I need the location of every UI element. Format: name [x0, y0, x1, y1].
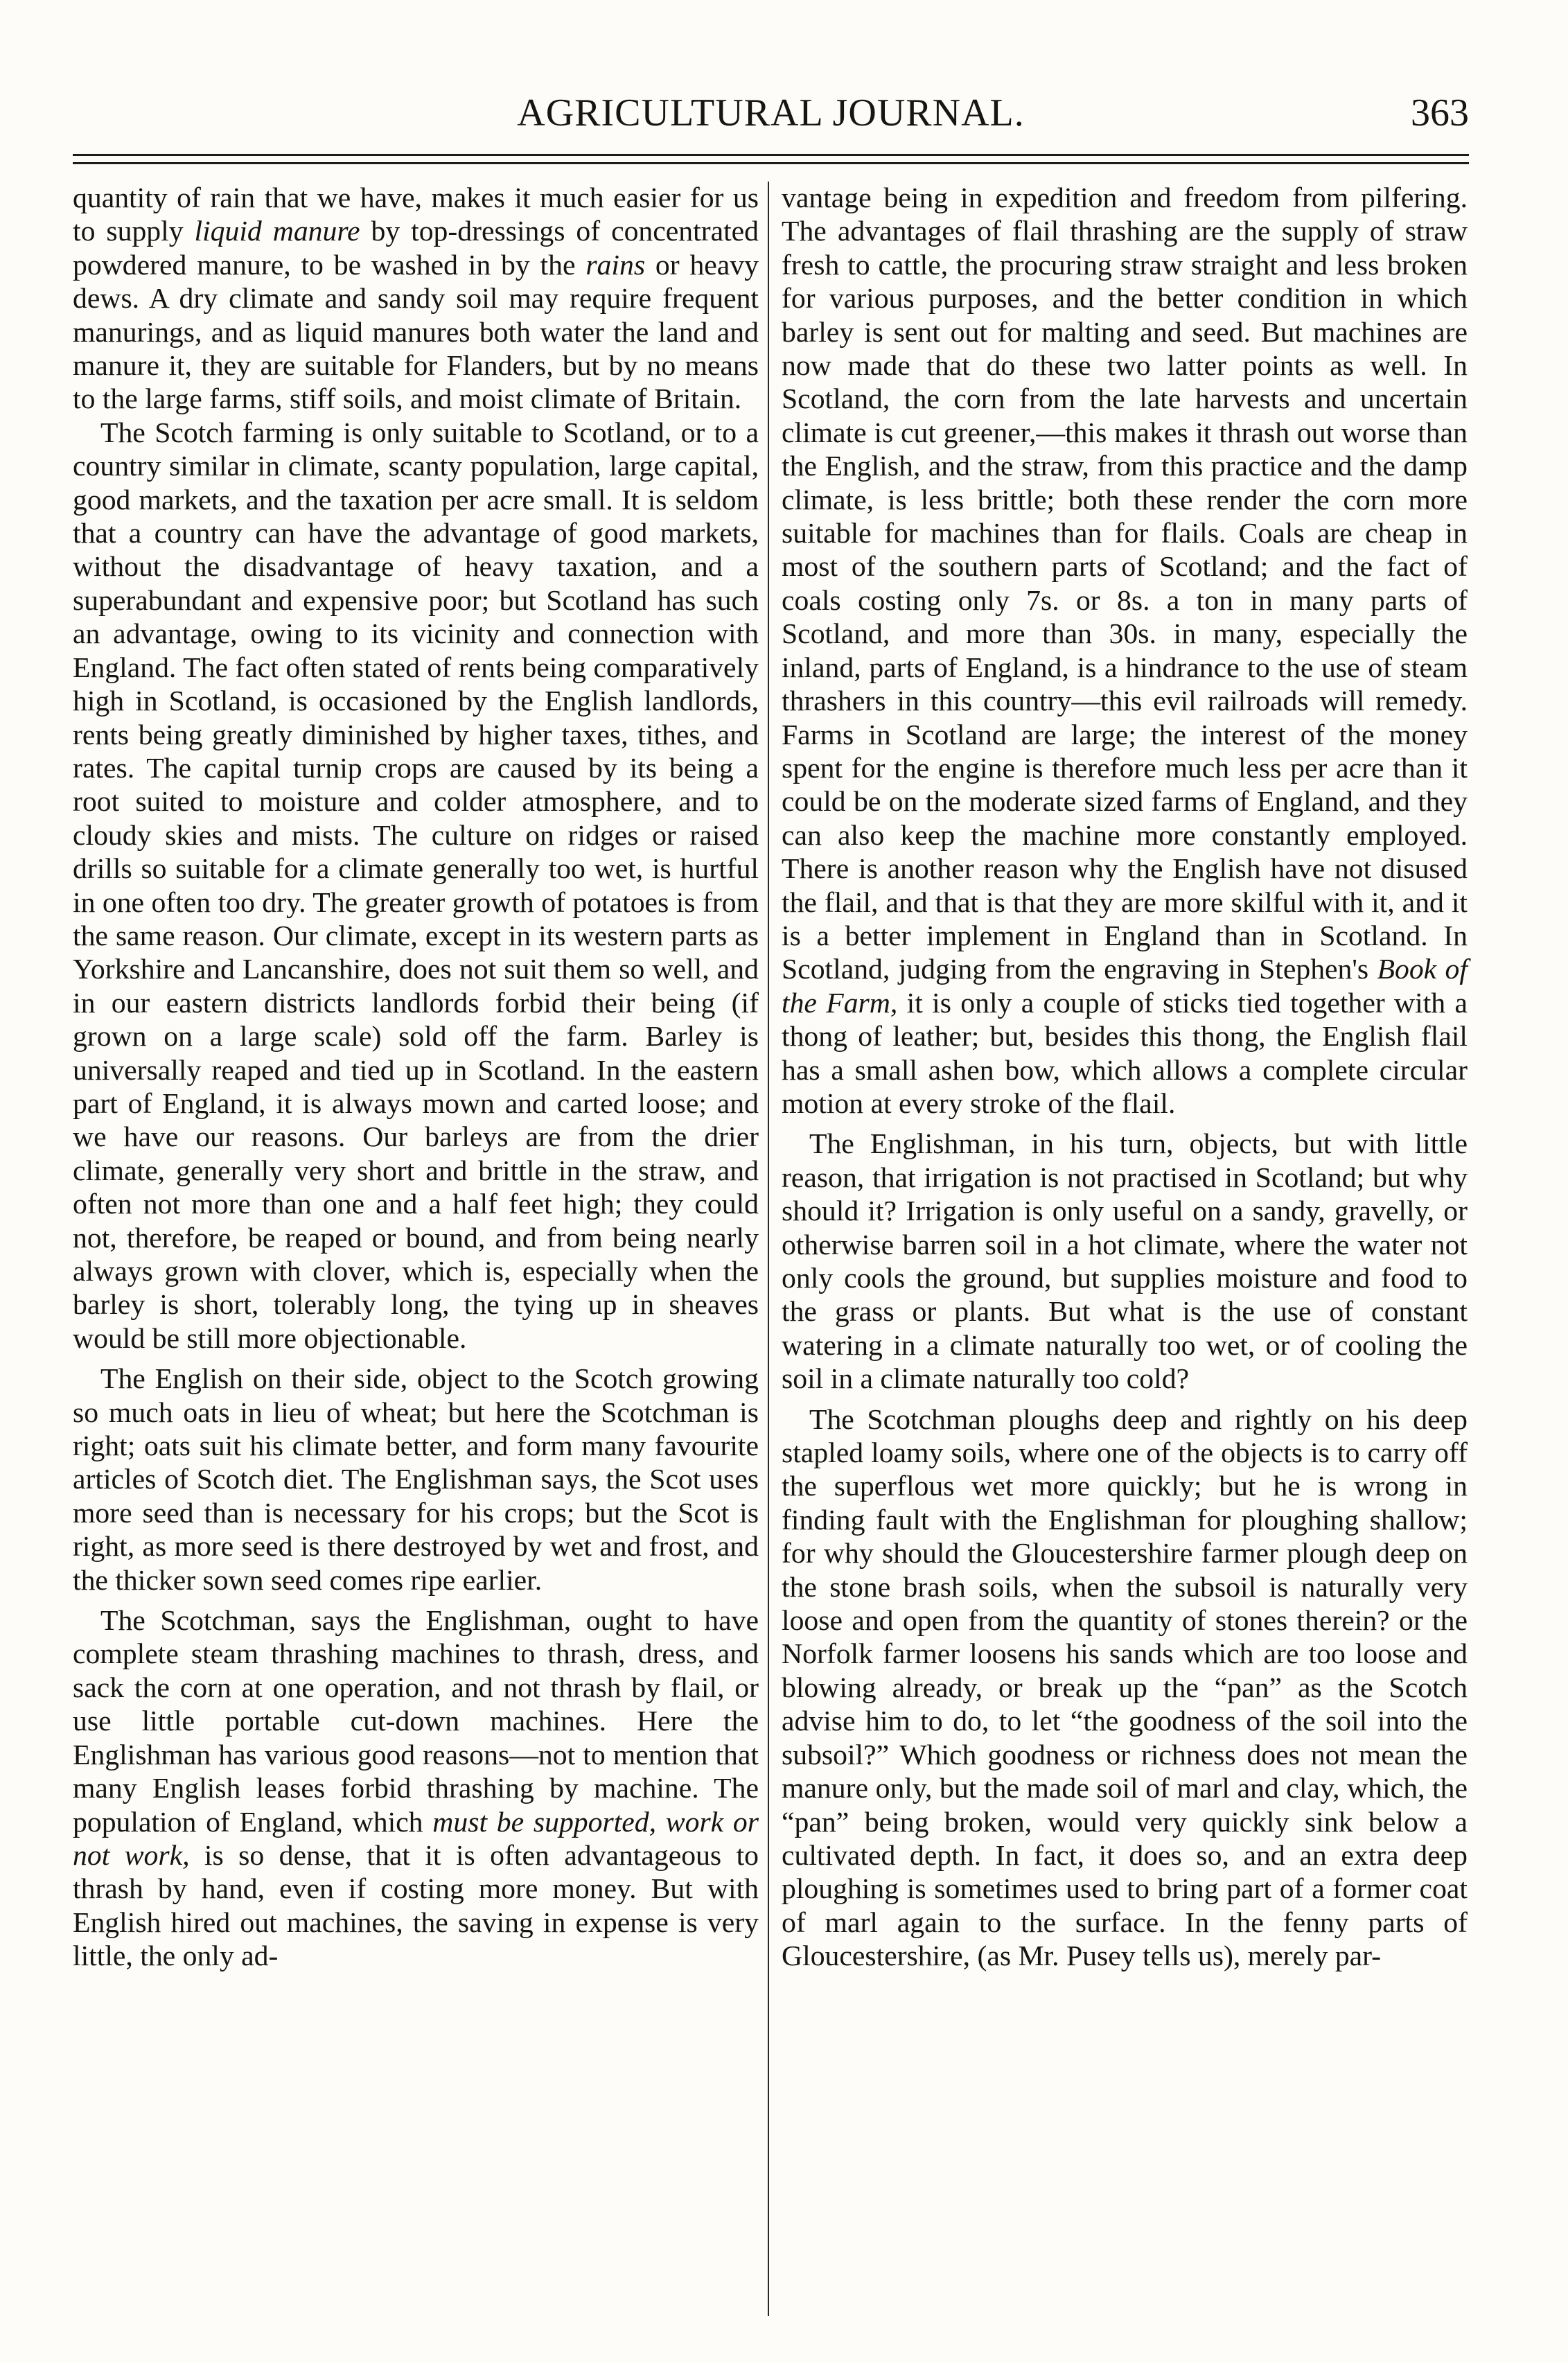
header-rule-upper	[73, 154, 1469, 156]
paragraph: vantage being in expedition and freedom from pilfering. The advantages of flail thrashing are the supply of straw fresh to cattle, the procuring straw straight and less broken for various purposes, and the better condition in which barley is sent out for malting and seed. But machines are now made that do these two latter points as well. In Scotland, the corn from the late harvests and uncertain climate is cut greener,—this makes it thrash out worse than the English, and the straw, from this practice and the damp climate, is less brittle; both these render the corn more suitable for machines than for flails. Coals are cheap in most of the southern parts of Scotland; and the fact of coals costing only 7s. or 8s. a ton in many parts of Scotland, and more than 30s. in many, especially the inland, parts of England, is a hindrance to the use of steam thrashers in this country—this evil railroads will remedy. Farms in Scotland are large; the interest of the money spent for the engine is therefore much less per acre than it could be on the moderate sized farms of England, and they can also keep the machine more constantly employed. There is another reason why the English have not disused the flail, and that is that they are more skilful with it, and it is a better implement in England than in Scotland. In Scotland, judging from the engraving in Stephen's Book of the Farm, it is only a couple of sticks tied together with a thong of leather; but, besides this thong, the English flail has a small ashen bow, which allows a complete circular motion at every stroke of the flail.	[782, 182, 1468, 1120]
paragraph: The Englishman, in his turn, objects, but with little reason, that irrigation is not practised in Scotland; but why should it? Irrigation is only useful on a sandy, gravelly, or otherwise barren soil in a hot climate, where the water not only cools the ground, but supplies moisture and food to the grass or plants. But what is the use of constant watering in a climate naturally too wet, or of cooling the soil in a climate naturally too cold?	[782, 1128, 1468, 1396]
paragraph: The Scotch farming is only suitable to Scotland, or to a country similar in climate, scanty population, large capital, good markets, and the taxation per acre small. It is seldom that a country can have the advantage of good markets, without the disadvantage of heavy taxation, and a superabundant and expensive poor; but Scotland has such an advantage, owing to its vicinity and connection with England. The fact often stated of rents being comparatively high in Scotland, is occasioned by the English landlords, rents being greatly diminished by higher taxes, tithes, and rates. The capital turnip crops are caused by its being a root suited to moisture and colder atmosphere, and to cloudy skies and mists. The culture on ridges or raised drills so suitable for a climate generally too wet, is hurtful in one often too dry. The greater growth of potatoes is from the same reason. Our climate, except in its western parts as Yorkshire and Lancanshire, does not suit them so well, and in our eastern districts landlords forbid their being (if grown on a large scale) sold off the farm. Barley is universally reaped and tied up in Scotland. In the eastern part of England, it is always mown and carted loose; and we have our reasons. Our barleys are from the drier climate, generally very short and brittle in the straw, and often not more than one and a half feet high; they could not, therefore, be reaped or bound, and from being nearly always grown with clover, which is, especially when the barley is short, tolerably long, the tying up in sheaves would be still more objectionable.	[73, 416, 759, 1355]
journal-title: AGRICULTURAL JOURNAL.	[517, 91, 1025, 134]
paragraph: quantity of rain that we have, makes it much easier for us to supply liquid manure by top-dressings of concentrated powdered manure, to be washed in by the rains or heavy dews. A dry climate and sandy soil may require frequent manurings, and as liquid manures both water the land and manure it, they are suitable for Flanders, but by no means to the large farms, stiff soils, and moist climate of Britain.	[73, 182, 759, 416]
column-divider	[768, 182, 769, 2316]
paragraph: The Scotchman, says the Englishman, ought to have complete steam thrashing machines to thrash, dress, and sack the corn at one operation, and not thrash by flail, or use little portable cut-down machines. Here the Englishman has various good reasons—not to mention that many English leases forbid thrashing by machine. The population of England, which must be supported, work or not work, is so dense, that it is often advantageous to thrash by hand, even if costing more money. But with English hired out machines, the saving in expense is very little, the only ad-	[73, 1605, 759, 1973]
page-number: 363	[1411, 91, 1469, 134]
left-column	[73, 182, 759, 2316]
header-rule-lower	[73, 162, 1469, 164]
running-header	[73, 89, 1469, 148]
right-column	[782, 182, 1468, 2316]
paragraph: The English on their side, object to the Scotch growing so much oats in lieu of wheat; but here the Scotchman is right; oats suit his climate better, and form many favourite articles of Scotch diet. The Englishman says, the Scot uses more seed than is necessary for his crops; but the Scot is right, as more seed is there destroyed by wet and frost, and the thicker sown seed comes ripe earlier.	[73, 1363, 759, 1597]
paragraph: The Scotchman ploughs deep and rightly on his deep stapled loamy soils, where one of the objects is to carry off the superflous wet more quickly; but he is wrong in finding fault with the Englishman for ploughing shallow; for why should the Gloucestershire farmer plough deep on the stone brash soils, when the subsoil is naturally very loose and open from the quantity of stones therein? or the Norfolk farmer loosens his sands which are too loose and blowing already, or break up the “pan” as the Scotch advise him to do, to let “the goodness of the soil into the subsoil?” Which goodness or richness does not mean the manure only, but the made soil of marl and clay, which, the “pan” being broken, would very quickly sink below a cultivated depth. In fact, it does so, and an extra deep ploughing is sometimes used to bring part of a former coat of marl again to the surface. In the fenny parts of Gloucestershire, (as Mr. Pusey tells us), merely par-	[782, 1403, 1468, 1973]
